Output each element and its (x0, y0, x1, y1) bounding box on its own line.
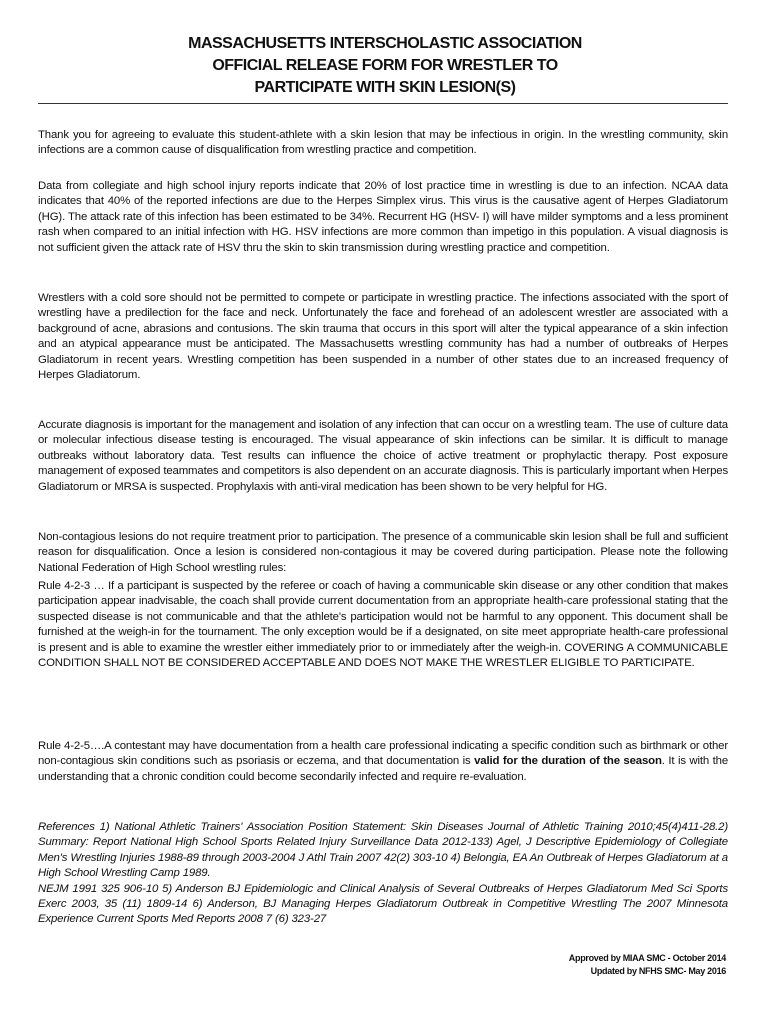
intro-paragraph: Thank you for agreeing to evaluate this student-athlete with a skin lesion that may be infectious in origin. In the wrestling community, skin infections are a common cause of disqualification from wrestling practice and competition. (38, 129, 728, 157)
rule-4-2-5-paragraph (38, 739, 728, 785)
references-part-1: References 1) National Athletic Trainers' Association Position Statement: Skin Diseases Journal of Athletic Training 2010;45(4)411-28.2) Summary: Report National High School Sports Related Injury Surveillance Data 2012-133) Agel, J Descriptive Epidemiology of Collegiate Men's Wrestling Injuries 1988-89 through 2003-2004 J Athl Train 2007 42(2) 303-10 4) Belongia, EA An Outbreak of Herpes Gladiatorum at a High School Wrestling Camp 1989. (38, 821, 728, 880)
approved-line: Approved by MIAA SMC - October 2014 (568, 953, 726, 963)
rule-4-2-5-text: Rule 4-2-5….A contestant may have documentation from a health care professional indicating a specific condition such as birthmark or other non-contagious skin conditions such as psoriasis or eczema, and that documentation is (38, 740, 728, 768)
references-part-2: NEJM 1991 325 906-10 5) Anderson BJ Epidemiologic and Clinical Analysis of Several Outbreaks of Herpes Gladiatorum Med Sci Sports Exerc 2003, 35 (11) 1809-14 6) Anderson, BJ Managing Herpes Gladiatorum Outbreak in Competitive Wrestling The 2007 Minnesota Experience Current Sports Med Reports 2008 7 (6) 323-27 (38, 882, 728, 926)
cold-sore-paragraph: Wrestlers with a cold sore should not be permitted to compete or participate in wrestling practice. The infections associated with the sport of wrestling have a predilection for the face and neck. Unfortunately the face and forehead of an adolescent wrestler are associated with a background of acne, abrasions and contusions. The skin trauma that occurs in this sport will alter the typical appearance of a skin infection and an atypical appearance must be anticipated. The Massachusetts wrestling community has had a number of outbreaks of Herpes Gladiatorum in recent years. Wrestling competition has been suspended in a number of other states due to an increased frequency of Herpes Gladiatorum. (38, 292, 728, 382)
statistics-paragraph: Data from collegiate and high school injury reports indicate that 20% of lost practice time in wrestling is due to an infection. NCAA data indicates that 40% of the reported infections are due to the Herpes Simplex virus. This virus is the causative agent of Herpes Gladiatorum (HG). The attack rate of this infection has been estimated to be 34%. Recurrent HG (HSV- I) will have milder symptoms and a less prominent rash when compared to an initial infection with HG. HSV infections are more common than impetigo in this population. A visual diagnosis is not sufficient given the attack rate of HSV thru the skin to skin transmission during wrestling practice and competition. (38, 180, 728, 254)
approval-footer (569, 952, 726, 978)
title-line-2: OFFICIAL RELEASE FORM FOR WRESTLER TO (212, 57, 558, 74)
rule-4-2-3-paragraph: Rule 4-2-3 … If a participant is suspected by the referee or coach of having a communicable skin disease or any other condition that makes participation appear inadvisable, the coach shall provide current documentation from an appropriate health-care professional stating that the suspected disease is not communicable and that the athlete's participation would not be harmful to any opponent. This document shall be furnished at the weigh-in for the tournament. The only exception would be if a designated, on site meet appropriate health-care professional is present and is able to examine the wrestler either immediately prior to or immediately after the weigh-in. COVERING A COMMUNICABLE CONDITION SHALL NOT BE CONSIDERED ACCEPTABLE AND DOES NOT MAKE THE WRESTLER ELIGIBLE TO PARTICIPATE. (38, 580, 728, 670)
document-title (0, 33, 770, 99)
title-divider (38, 103, 728, 104)
diagnosis-paragraph: Accurate diagnosis is important for the management and isolation of any infection that can occur on a wrestling team. The use of culture data or molecular infectious disease testing is encouraged. The visual appearance of skin infections can be similar. It is difficult to manage outbreaks without laboratory data. Test results can influence the choice of active treatment or prophylactic therapy. Post exposure management of exposed teammates and competitors is also dependent on an accurate diagnosis. This is particularly important when Herpes Gladiatorum or MRSA is suspected. Prophylaxis with anti-viral medication has been shown to be very helpful for HG. (38, 419, 728, 493)
references (38, 820, 728, 928)
rule-4-2-5-text-end: . It is with the understanding that a chronic condition could become secondarily infected and require re-evaluation. (38, 755, 729, 783)
non-contagious-paragraph: Non-contagious lesions do not require treatment prior to participation. The presence of a communicable skin lesion shall be full and sufficient reason for disqualification. Once a lesion is considered non-contagious it may be covered during participation. Please note the following National Federation of High School wrestling rules: (38, 531, 728, 574)
title-line-3: PARTICIPATE WITH SKIN LESION(S) (254, 79, 516, 96)
updated-line: Updated by NFHS SMC- May 2016 (590, 966, 726, 976)
rule-4-2-5-emphasis: valid for the duration of the season (474, 755, 662, 768)
title-line-1: MASSACHUSETTS INTERSCHOLASTIC ASSOCIATION (188, 35, 582, 52)
